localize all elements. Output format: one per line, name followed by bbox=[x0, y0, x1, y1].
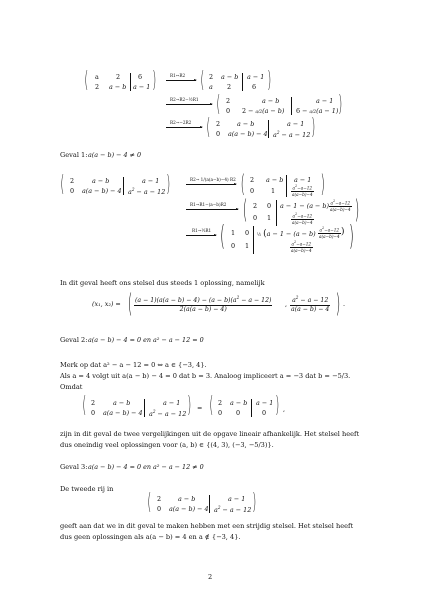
augment-bar bbox=[130, 73, 131, 91]
matrix-cell: a(a − b) − 4 bbox=[169, 505, 209, 513]
row-op-label: R1↔R2 bbox=[170, 73, 186, 78]
left-paren: ( bbox=[84, 68, 89, 93]
solution-x2-fraction: $\frac{a^2 - a - 12}{a(a - b) - 4}$ bbox=[291, 295, 330, 313]
case-3-condition: a(a − b) − 4 = 0 en a² − a − 12 ≠ 0 bbox=[88, 463, 204, 471]
solution-lhs: (x₁, x₂) = bbox=[92, 300, 121, 308]
augment-bar bbox=[123, 177, 124, 195]
left-paren: ( bbox=[206, 115, 211, 140]
matrix-cell: 0 bbox=[226, 107, 231, 115]
matrix-cell: a − b bbox=[92, 177, 110, 185]
row-op-arrow bbox=[186, 209, 238, 210]
left-paren: ( bbox=[220, 219, 225, 252]
comma: , bbox=[283, 405, 286, 413]
comma: , bbox=[285, 300, 288, 308]
paragraph-zijn-in: zijn in dit geval de twee vergelijkingen uit de opgave lineair afhankelijk. Het stelsel heeft bbox=[60, 430, 360, 438]
matrix-fraction: $\frac{a^2-a-12}{a(a-b)-4}$ bbox=[292, 184, 313, 197]
augment-bar bbox=[144, 399, 145, 417]
augment-bar bbox=[276, 200, 277, 226]
matrix-cell: 0 bbox=[91, 409, 96, 417]
augment-bar bbox=[253, 226, 254, 254]
matrix-cell: a − 1 bbox=[247, 73, 265, 81]
right-paren: ) bbox=[335, 289, 341, 319]
case-1-label: Geval 1: bbox=[60, 151, 88, 159]
left-paren: ( bbox=[209, 393, 214, 418]
matrix-cell: 0 bbox=[218, 409, 223, 417]
matrix-cell: 2 bbox=[209, 73, 214, 81]
matrix-cell: 2 bbox=[226, 97, 231, 105]
right-paren: ) bbox=[349, 219, 354, 252]
case-2-label: Geval 2: bbox=[60, 336, 88, 344]
left-paren: ( bbox=[240, 170, 245, 198]
paragraph-geeft-aan: geeft aan dat we in dit geval te maken hebben met een strijdig stelsel. Het stelsel heeft bbox=[60, 522, 354, 530]
matrix-fraction: $\frac{a^2-a-12}{a(a-b)-4}$ bbox=[330, 199, 351, 212]
matrix-cell: $a^2 - a - 12$ bbox=[128, 187, 166, 197]
row-op-label: R2→ 1/(a(a−b)−4) R2 bbox=[190, 177, 236, 182]
row-op-arrow bbox=[166, 127, 202, 128]
inner-right-paren: ) bbox=[341, 227, 345, 237]
matrix-cell: a − 1 bbox=[142, 177, 160, 185]
right-paren: ) bbox=[354, 195, 360, 225]
left-paren: ( bbox=[127, 289, 133, 319]
matrix-fraction: $\frac{a^2-a-12}{a(a-b)-4}$ bbox=[291, 240, 312, 253]
right-paren: ) bbox=[152, 68, 157, 93]
paragraph-merk-op: Merk op dat a² − a − 12 = 0 ⇔ a ∈ {−3, 4}. bbox=[60, 361, 207, 369]
matrix-cell: 6 bbox=[252, 83, 257, 91]
case-3-label: Geval 3: bbox=[60, 463, 88, 471]
augment-bar bbox=[209, 495, 210, 513]
paragraph-one-solution: In dit geval heeft ons stelsel dus steeds 1 oplossing, namelijk bbox=[60, 279, 265, 287]
augment-bar bbox=[291, 97, 292, 115]
matrix-cell: $a^2 - a - 12$ bbox=[149, 409, 187, 419]
matrix-cell: 2 bbox=[218, 399, 223, 407]
matrix-cell: 0 bbox=[253, 214, 258, 222]
matrix-cell: a − b bbox=[266, 176, 284, 184]
matrix-cell: a bbox=[209, 83, 213, 91]
matrix-cell: 2 bbox=[250, 176, 255, 184]
matrix-cell: 0 bbox=[267, 202, 272, 210]
case-1-condition: a(a − b) − 4 ≠ 0 bbox=[88, 151, 142, 159]
matrix-cell: a − b bbox=[237, 120, 255, 128]
augment-bar bbox=[242, 73, 243, 91]
matrix-cell: 1 bbox=[271, 187, 276, 195]
page-number: 2 bbox=[208, 573, 213, 581]
matrix-cell: a − b bbox=[230, 399, 248, 407]
row-op-label: R2→−2R2 bbox=[170, 120, 192, 125]
matrix-cell: 2 bbox=[116, 73, 121, 81]
matrix-cell: 6 − a/2(a − 1) bbox=[296, 107, 339, 115]
row-op-arrow bbox=[186, 235, 216, 236]
matrix-cell: $a^2 - a - 12$ bbox=[214, 505, 252, 515]
matrix-cell: a − 1 bbox=[228, 495, 246, 503]
matrix-cell: 0 bbox=[250, 187, 255, 195]
equals-sign: = bbox=[197, 404, 203, 412]
matrix-cell: a − 1 bbox=[256, 399, 274, 407]
matrix-cell: 1 bbox=[267, 214, 272, 222]
matrix-cell: a(a − b) − 4 bbox=[103, 409, 143, 417]
row-op-arrow bbox=[166, 104, 212, 105]
left-paren: ( bbox=[82, 393, 87, 418]
right-paren: ) bbox=[267, 68, 272, 93]
matrix-cell: 2 − a/2(a − b) bbox=[242, 107, 285, 115]
row-op-label: R1→R1−(a−b)R2 bbox=[190, 202, 227, 207]
row-op-label: R2→R2−½R1 bbox=[170, 97, 199, 102]
left-paren: ( bbox=[200, 68, 205, 93]
matrix-cell: a bbox=[95, 73, 99, 81]
matrix-cell: 0 bbox=[262, 409, 267, 417]
matrix-cell: 2 bbox=[157, 495, 162, 503]
right-paren: ) bbox=[338, 92, 343, 117]
right-paren: ) bbox=[252, 490, 257, 515]
left-paren: ( bbox=[216, 92, 221, 117]
left-paren: ( bbox=[60, 172, 65, 197]
matrix-cell: 2 bbox=[91, 399, 96, 407]
row-op-label: R1→½R1 bbox=[192, 228, 212, 233]
matrix-cell: 0 bbox=[236, 409, 241, 417]
matrix-cell: 0 bbox=[216, 130, 221, 138]
row-op-arrow bbox=[186, 184, 236, 185]
augment-bar bbox=[268, 120, 269, 138]
paragraph-dus-oneindig: dus oneindig veel oplossingen voor (a, b) ∈ {(4, 3), (−3, −5/3)}. bbox=[60, 441, 274, 449]
period: . bbox=[343, 300, 346, 308]
matrix-cell: 0 bbox=[157, 505, 162, 513]
matrix-cell: a − b bbox=[262, 97, 280, 105]
paragraph-omdat: Omdat bbox=[60, 383, 83, 391]
matrix-cell: 2 bbox=[70, 177, 75, 185]
paragraph-als-a4: Als a = 4 volgt uit a(a − b) − 4 = 0 dat b = 3. Analoog impliceert a = −3 dat b = −5/3. bbox=[60, 372, 351, 380]
matrix-cell: $a^2 - a - 12$ bbox=[273, 130, 311, 140]
matrix-cell: a − 1 bbox=[294, 176, 312, 184]
augment-bar bbox=[251, 399, 252, 417]
matrix-fraction: $\frac{a^2-a-12}{a(a-b)-4}$ bbox=[319, 226, 340, 239]
matrix-cell: a − 1 − (a − b) bbox=[280, 202, 330, 210]
matrix-cell: a − 1 bbox=[287, 120, 305, 128]
right-paren: ) bbox=[311, 115, 316, 140]
matrix-cell: 0 bbox=[245, 229, 250, 237]
matrix-cell: a − b bbox=[113, 399, 131, 407]
matrix-cell: 0 bbox=[231, 242, 236, 250]
right-paren: ) bbox=[275, 393, 280, 418]
matrix-cell: a − b bbox=[221, 73, 239, 81]
matrix-cell: 2 bbox=[253, 202, 258, 210]
paragraph-tweede-rij: De tweede rij in bbox=[60, 485, 114, 493]
matrix-cell: a − 1 bbox=[163, 399, 181, 407]
right-paren: ) bbox=[187, 393, 192, 418]
case-2-condition: a(a − b) − 4 = 0 en a² − a − 12 = 0 bbox=[88, 336, 204, 344]
matrix-fraction: $\frac{a^2-a-12}{a(a-b)-4}$ bbox=[292, 212, 313, 225]
matrix-cell: 2 bbox=[95, 83, 100, 91]
matrix-cell: 2 bbox=[227, 83, 232, 91]
matrix-cell: 1 bbox=[231, 229, 236, 237]
matrix-cell: a − 1 bbox=[316, 97, 334, 105]
augment-bar bbox=[286, 175, 287, 197]
matrix-cell: 0 bbox=[70, 187, 75, 195]
matrix-cell: a − 1 bbox=[133, 83, 151, 91]
matrix-cell: 2 bbox=[216, 120, 221, 128]
paragraph-dus-geen: dus geen oplossingen als a(a − b) = 4 en a ∉ {−3, 4}. bbox=[60, 533, 241, 541]
row-op-arrow bbox=[166, 80, 196, 81]
left-paren: ( bbox=[147, 490, 152, 515]
left-paren: ( bbox=[242, 195, 248, 225]
matrix-cell: 1 bbox=[245, 242, 250, 250]
right-paren: ) bbox=[320, 170, 325, 198]
matrix-cell: 6 bbox=[138, 73, 143, 81]
matrix-cell: a(a − b) − 4 bbox=[82, 187, 122, 195]
right-paren: ) bbox=[166, 172, 171, 197]
solution-x1-fraction: $\frac{(a - 1)(a(a - b) - 4) - (a - b)(a^2 - a - 12)}{2(a(a - b) - 4)}$ bbox=[135, 295, 272, 313]
matrix-cell: a(a − b) − 4 bbox=[228, 130, 268, 138]
matrix-cell: ½ (a − 1 − (a − b) bbox=[257, 229, 316, 239]
matrix-cell: a − b bbox=[178, 495, 196, 503]
matrix-cell: a − b bbox=[109, 83, 127, 91]
